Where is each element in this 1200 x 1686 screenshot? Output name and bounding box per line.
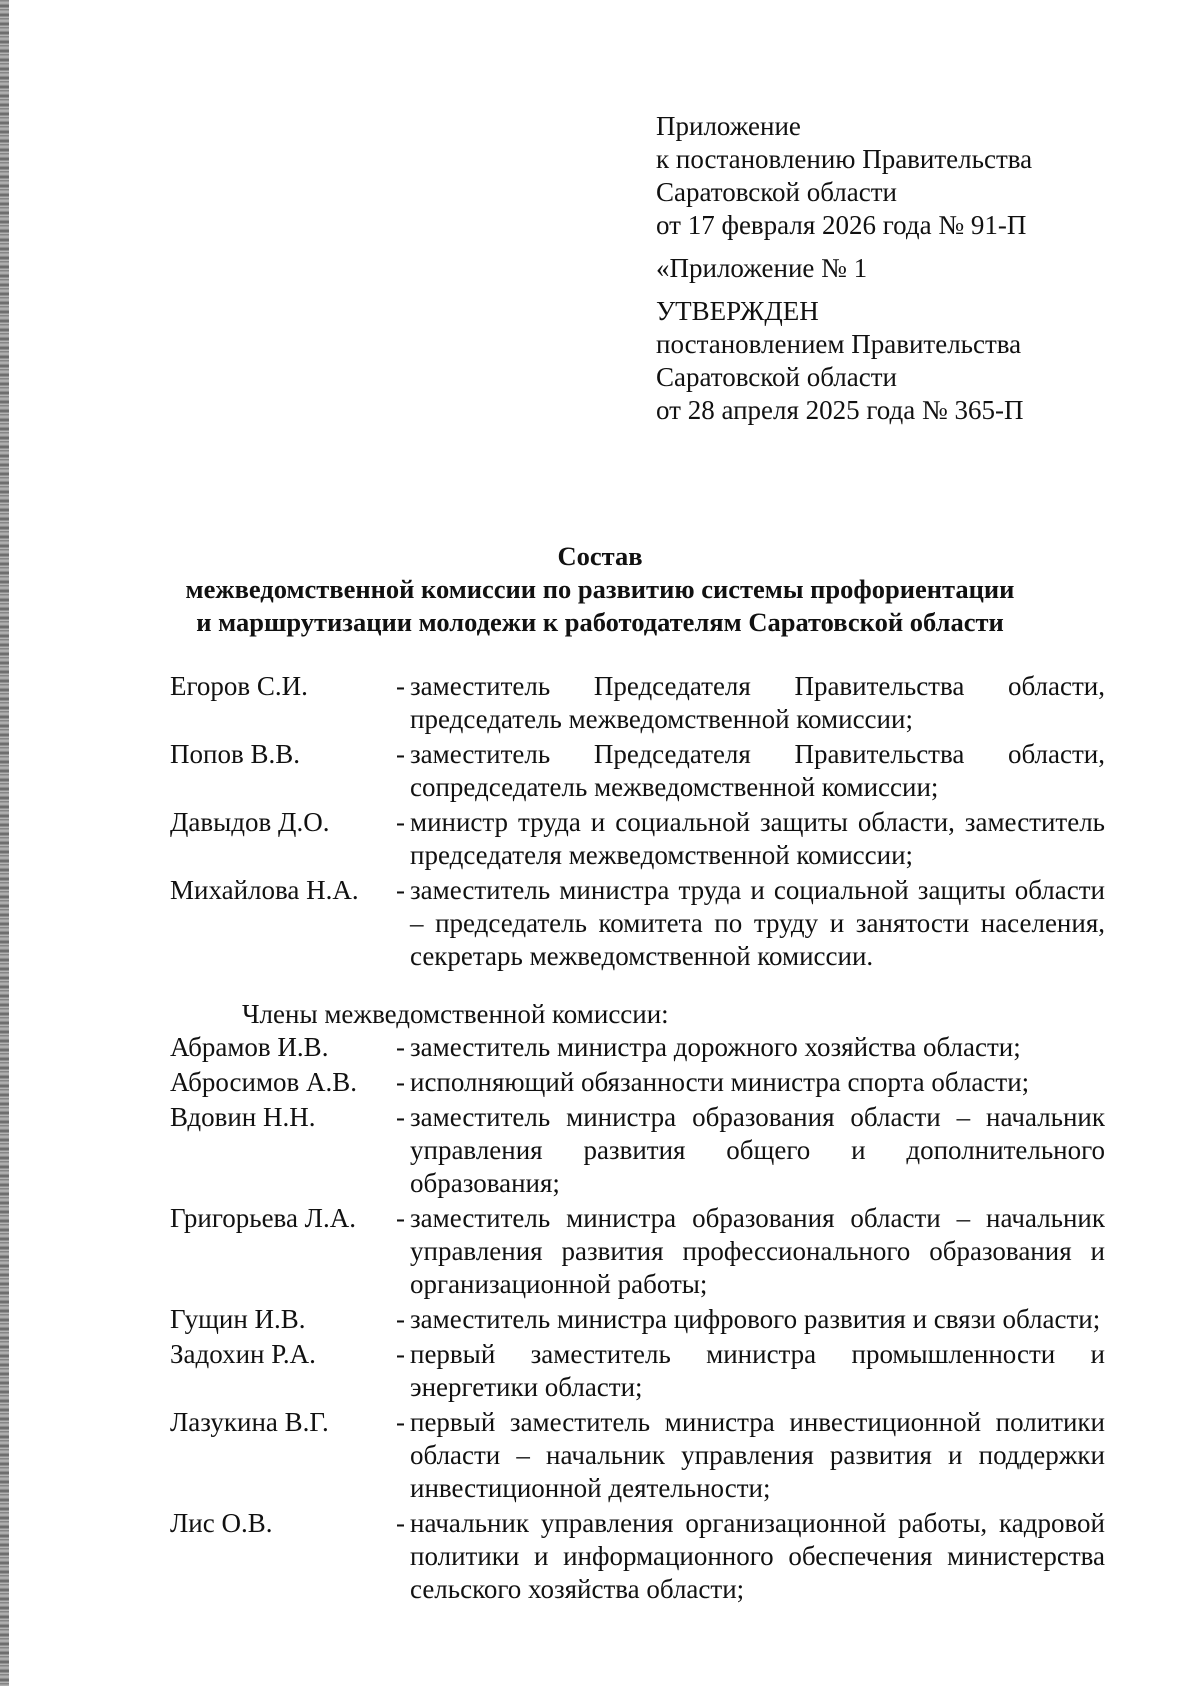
- title-line-1: Состав: [557, 541, 643, 571]
- roster-row: [170, 1066, 1105, 1099]
- dash: -: [396, 1304, 405, 1334]
- dash: -: [396, 875, 405, 905]
- appendix-header: [656, 110, 1116, 437]
- appendix-resolution-ref: [656, 110, 1116, 242]
- appendix-line: от 17 февраля 2026 года № 91-П: [656, 210, 1027, 240]
- approved-line: УТВЕРЖДЕН: [656, 296, 819, 326]
- roster-row: [170, 1303, 1105, 1336]
- member-position: начальник управления организационной работы, кадровой политики и информационного обеспечения министерства сельского хозяйства области;: [410, 1508, 1105, 1604]
- member-name: Вдовин Н.Н.: [170, 1102, 316, 1132]
- appendix-number-line: «Приложение № 1: [656, 253, 868, 283]
- roster-row: [170, 806, 1105, 872]
- member-name: Давыдов Д.О.: [170, 807, 330, 837]
- member-position: исполняющий обязанности министра спорта области;: [410, 1067, 1030, 1097]
- member-name: Лис О.В.: [170, 1508, 273, 1538]
- member-name: Григорьева Л.А.: [170, 1203, 356, 1233]
- member-position: министр труда и социальной защиты области, заместитель председателя межведомственной комиссии;: [410, 807, 1105, 870]
- members-list: [170, 1031, 1105, 1608]
- member-name: Абросимов А.В.: [170, 1067, 358, 1097]
- roster-row: [170, 1101, 1105, 1200]
- member-position: заместитель Председателя Правительства области, председатель межведомственной комиссии;: [410, 671, 1105, 734]
- dash: -: [396, 1508, 405, 1538]
- approved-line: постановлением Правительства: [656, 329, 1022, 359]
- member-position: первый заместитель министра промышленности и энергетики области;: [410, 1339, 1105, 1402]
- title-line-2: межведомственной комиссии по развитию системы профориентации: [185, 574, 1015, 604]
- member-position: заместитель министра образования области – начальник управления развития общего и дополнительного образования;: [410, 1102, 1105, 1198]
- approval-stamp: [656, 295, 1116, 427]
- dash: -: [396, 1102, 405, 1132]
- roster-row: [170, 1406, 1105, 1505]
- document-title: [100, 540, 1100, 639]
- member-position: заместитель министра цифрового развития и связи области;: [410, 1304, 1101, 1334]
- dash: -: [396, 1032, 405, 1062]
- roster-row: [170, 738, 1105, 804]
- appendix-number: [656, 252, 1116, 285]
- dash: -: [396, 1203, 405, 1233]
- title-line-3: и маршрутизации молодежи к работодателям Саратовской области: [196, 607, 1004, 637]
- dash: -: [396, 671, 405, 701]
- member-position: заместитель министра труда и социальной защиты области – председатель комитета по труду и занятости населения, секретарь межведомственной комиссии.: [410, 875, 1105, 971]
- members-heading: Члены межведомственной комиссии:: [242, 999, 669, 1029]
- member-position: заместитель Председателя Правительства области, сопредседатель межведомственной комиссии;: [410, 739, 1105, 802]
- member-position: первый заместитель министра инвестиционной политики области – начальник управления развития и поддержки инвестиционной деятельности;: [410, 1407, 1105, 1503]
- roster-row: [170, 1507, 1105, 1606]
- dash: -: [396, 807, 405, 837]
- member-position: заместитель министра образования области – начальник управления развития профессионального образования и организационной работы;: [410, 1203, 1105, 1299]
- member-name: Абрамов И.В.: [170, 1032, 329, 1062]
- appendix-line: к постановлению Правительства: [656, 144, 1033, 174]
- dash: -: [396, 1067, 405, 1097]
- dash: -: [396, 739, 405, 769]
- member-name: Лазукина В.Г.: [170, 1407, 329, 1437]
- dash: -: [396, 1339, 405, 1369]
- member-position: заместитель министра дорожного хозяйства области;: [410, 1032, 1021, 1062]
- roster-row: [170, 1031, 1105, 1064]
- dash: -: [396, 1407, 405, 1437]
- approved-line: Саратовской области: [656, 362, 897, 392]
- roster-row: [170, 670, 1105, 736]
- member-name: Задохин Р.А.: [170, 1339, 316, 1369]
- roster-row: [170, 874, 1105, 973]
- appendix-line: Приложение: [656, 111, 801, 141]
- member-name: Михайлова Н.А.: [170, 875, 359, 905]
- approved-line: от 28 апреля 2025 года № 365-П: [656, 395, 1024, 425]
- roster-row: [170, 1338, 1105, 1404]
- appendix-line: Саратовской области: [656, 177, 897, 207]
- leadership-list: [170, 670, 1105, 975]
- roster-row: [170, 1202, 1105, 1301]
- member-name: Егоров С.И.: [170, 671, 308, 701]
- member-name: Гущин И.В.: [170, 1304, 306, 1334]
- member-name: Попов В.В.: [170, 739, 300, 769]
